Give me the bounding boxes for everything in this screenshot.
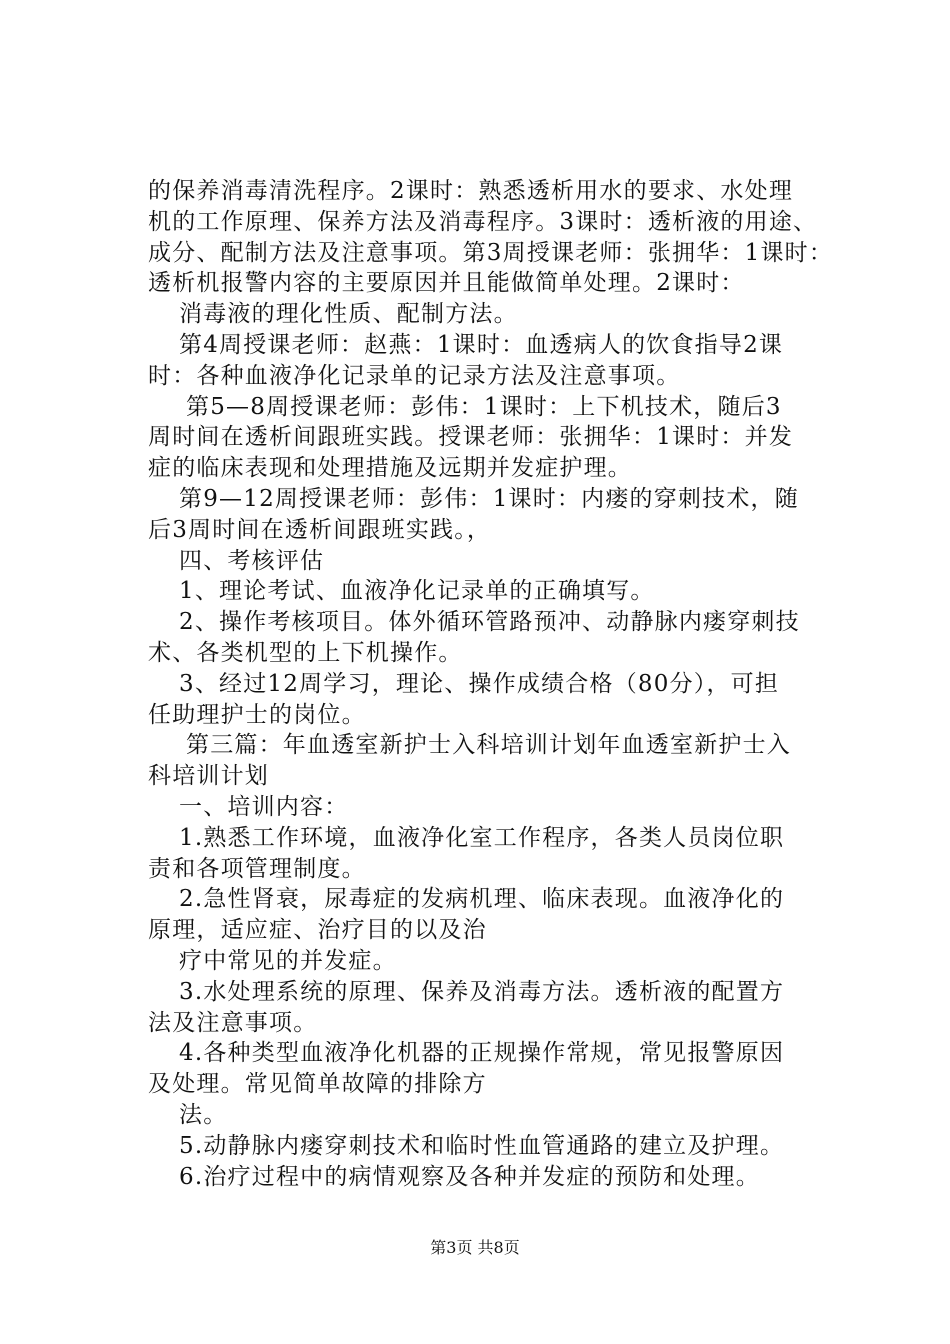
text-line: 2、操作考核项目。体外循环管路预冲、动静脉内瘘穿刺技 xyxy=(179,609,800,636)
section-heading: 一、培训内容： xyxy=(179,793,349,820)
text-line: 成分、配制方法及注意事项。第3周授课老师：张拥华：1课时： xyxy=(148,239,834,266)
list-item: 法。 xyxy=(179,1101,228,1128)
section-heading: 四、考核评估 xyxy=(179,547,325,574)
list-item: 6.治疗过程中的病情观察及各种并发症的预防和处理。 xyxy=(179,1163,760,1190)
list-item: 5.动静脉内瘘穿刺技术和临时性血管通路的建立及护理。 xyxy=(179,1132,785,1159)
text-line: 机的工作原理、保养方法及消毒程序。3课时：透析液的用途、 xyxy=(148,208,818,235)
text-line: 症的临床表现和处理措施及远期并发症护理。 xyxy=(148,455,632,482)
list-item: 疗中常见的并发症。 xyxy=(179,947,397,974)
list-item: 责和各项管理制度。 xyxy=(148,855,366,882)
page-number-footer: 第3页 共8页 xyxy=(430,1238,520,1257)
list-item: 法及注意事项。 xyxy=(148,1009,318,1036)
chapter-title: 第三篇：年血透室新护士入科培训计划年血透室新护士入 xyxy=(186,732,791,759)
list-item: 1.熟悉工作环境，血液净化室工作程序，各类人员岗位职 xyxy=(179,824,785,851)
list-item: 原理，适应症、治疗目的以及治 xyxy=(148,917,487,944)
list-item: 及处理。常见简单故障的排除方 xyxy=(148,1071,487,1098)
text-line: 第5—8周授课老师：彭伟：1课时：上下机技术，随后3 xyxy=(186,393,782,420)
text-line: 消毒液的理化性质、配制方法。 xyxy=(179,301,518,328)
text-line: 3、经过12周学习，理论、操作成绩合格（80分），可担 xyxy=(179,670,780,697)
text-line: 任助理护士的岗位。 xyxy=(148,701,366,728)
document-body xyxy=(148,176,838,1192)
text-line: 第9—12周授课老师：彭伟：1课时：内瘘的穿刺技术，随 xyxy=(179,485,799,512)
text-line: 术、各类机型的上下机操作。 xyxy=(148,639,463,666)
text-line: 时：各种血液净化记录单的记录方法及注意事项。 xyxy=(148,362,681,389)
text-line: 第4周授课老师：赵燕：1课时：血透病人的饮食指导2课 xyxy=(179,331,784,358)
text-line: 后3周时间在透析间跟班实践。， xyxy=(148,516,492,543)
text-line: 周时间在透析间跟班实践。授课老师：张拥华：1课时：并发 xyxy=(148,424,794,451)
text-line: 的保养消毒清洗程序。2课时：熟悉透析用水的要求、水处理 xyxy=(148,178,794,204)
list-item: 4.各种类型血液净化机器的正规操作常规，常见报警原因 xyxy=(179,1040,785,1067)
list-item: 3.水处理系统的原理、保养及消毒方法。透析液的配置方 xyxy=(179,978,785,1005)
chapter-title: 科培训计划 xyxy=(148,763,269,790)
text-line: 透析机报警内容的主要原因并且能做简单处理。2课时： xyxy=(148,270,745,297)
list-item: 2.急性肾衰，尿毒症的发病机理、临床表现。血液净化的 xyxy=(179,886,785,913)
text-line: 1、理论考试、血液净化记录单的正确填写。 xyxy=(179,578,655,605)
